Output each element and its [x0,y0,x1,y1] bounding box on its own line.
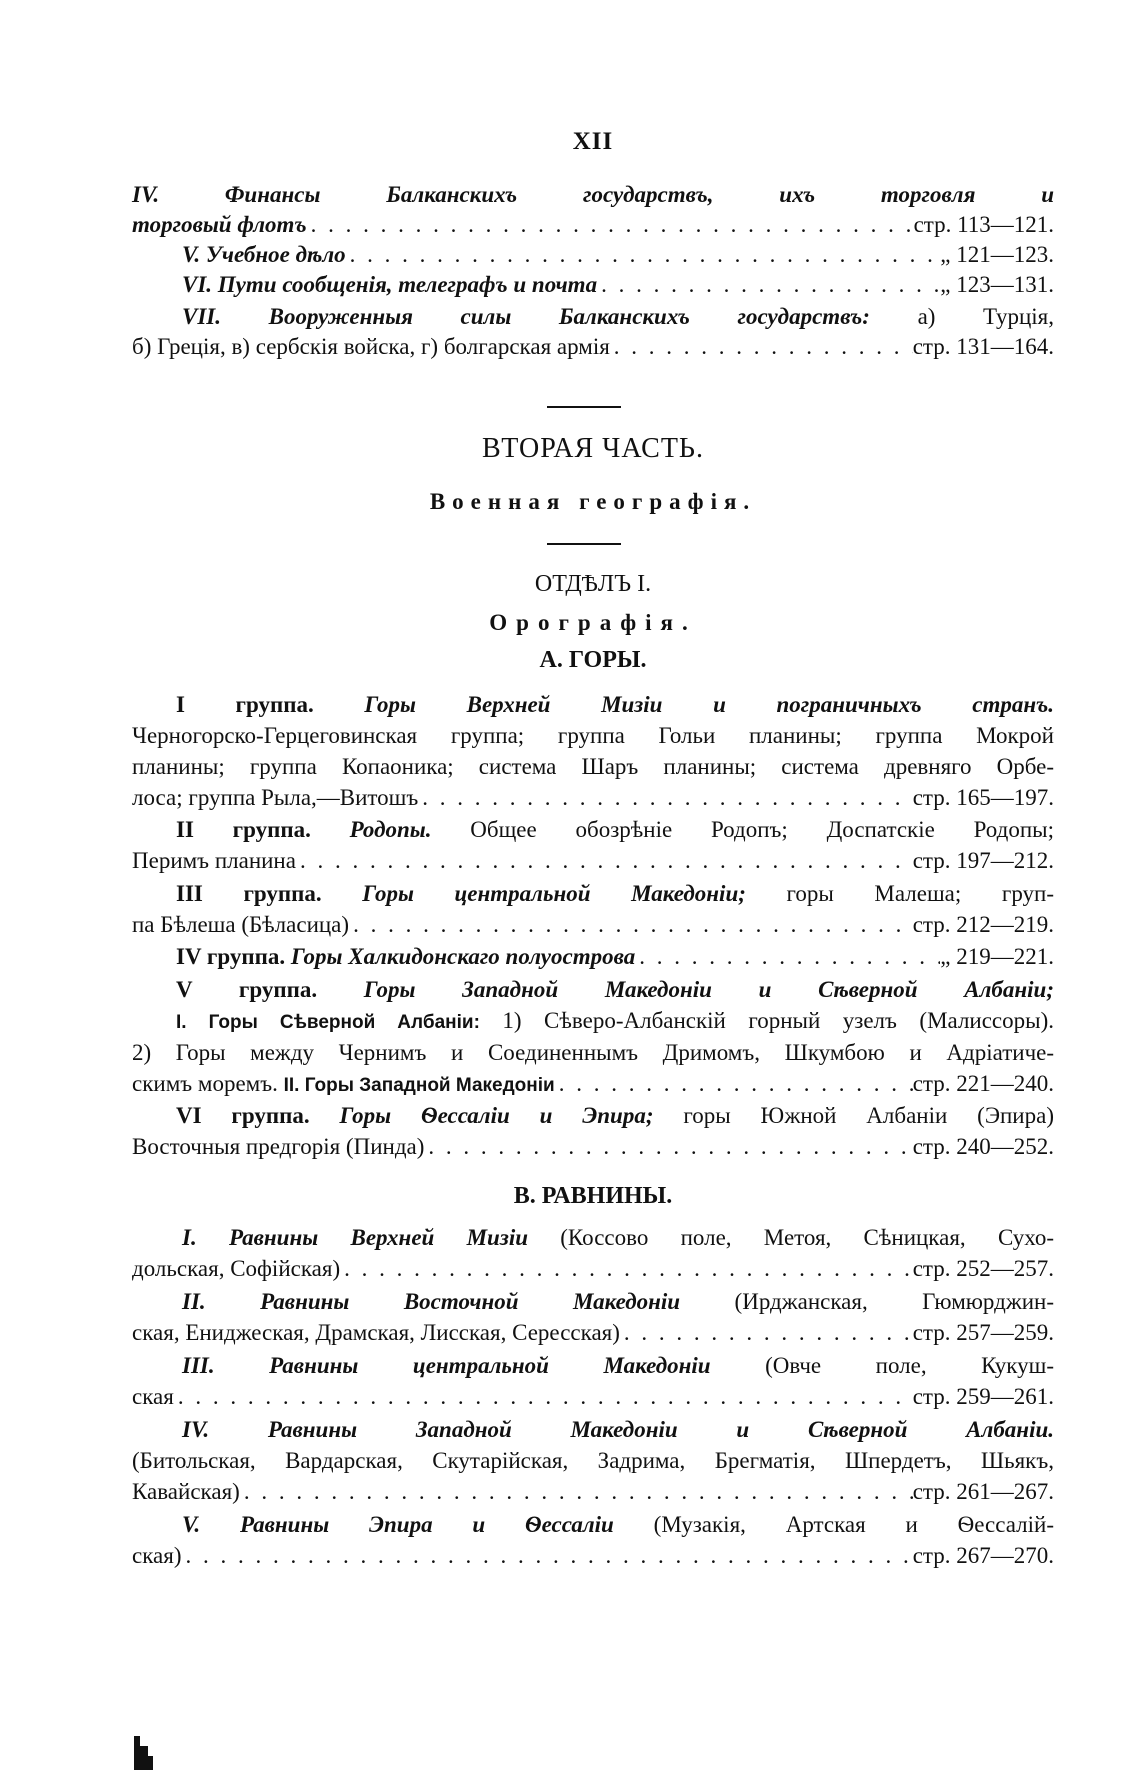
section-b-heading: В. РАВНИНЫ. [513,1183,673,1209]
toc-entry-text [132,783,418,813]
toc-text-part: (Музакія, Артская и Ѳессалій- [613,1512,1054,1537]
toc-entry-text [176,1008,1054,1033]
toc-text-part: горы Малеша; груп- [745,881,1054,906]
toc-line [132,1318,1054,1348]
toc-text-part: планины; группа Копаоника; система Шаръ планины; система древняго Орбе- [132,754,1054,779]
toc-text-part: Перимъ планина [132,848,296,873]
toc-text-part: Кавайская) [132,1479,240,1504]
toc-text-part: II. Горы Западной Македоніи [283,1075,555,1096]
toc-entry-text [132,1069,555,1101]
toc-text-part: III. Равнины центральной Македоніи [182,1353,711,1378]
toc-line [132,879,1054,909]
toc-text-part: лоса; группа Рыла,—Витошъ [132,785,419,810]
page-range: „ 123—131. [940,272,1054,297]
toc-entry-text [132,1477,240,1507]
toc-line [132,210,1054,240]
dot-leader [340,1254,913,1284]
toc-line [132,1477,1054,1507]
toc-entry-text [132,182,1054,207]
scan-mark-icon [132,1722,154,1772]
toc-entry-text [132,754,1054,779]
toc-line [132,332,1054,362]
page-range: стр. 131—164. [912,334,1054,359]
toc-line [132,180,1054,210]
toc-text-part: II группа. [176,817,350,842]
toc-text-part: Горы Халкидонскаго полуострова [290,944,636,969]
toc-entry-text [132,1541,181,1571]
toc-entry-text [132,210,307,240]
toc-text-part: а) Турція, [869,304,1054,329]
toc-entry-text [132,1448,1054,1473]
toc-text-part: Горы Западной Македоніи и Сѣверной Албаніи; [363,977,1054,1002]
toc-line [132,752,1054,782]
toc-text-part: Родопы. [349,817,432,842]
page-range: „ 121—123. [940,242,1054,267]
dot-leader [597,270,940,300]
toc-text-part: V. Учебное дѣло [182,242,346,267]
toc-text-part: ская) [132,1543,182,1568]
toc-line [132,1006,1054,1038]
toc-text-part: Черногорско-Герцеговинская группа; группа Гольи планины; группа Мокрой [132,723,1054,748]
toc-entry-text [132,1318,620,1348]
dot-leader [635,942,940,972]
toc-text-part: I группа. [176,692,365,717]
toc-line [132,975,1054,1005]
department-subtitle: Орографія. [489,610,697,635]
toc-entry-text [176,977,1054,1002]
toc-line [132,1069,1054,1101]
toc-line [132,1038,1054,1068]
divider-rule [547,543,621,545]
toc-entry-text [132,1382,174,1412]
dot-leader [418,783,912,813]
toc-line [132,240,1054,270]
toc-entry-text [132,1254,340,1284]
dot-leader [424,1132,912,1162]
divider-rule [547,406,621,408]
toc-entry-text [176,692,1054,717]
page-range: стр. 165—197. [912,785,1054,810]
toc-text-part: па Бѣлеша (Бѣласица) [132,912,350,937]
toc-text-part: V. Равнины Эпира и Ѳессаліи [182,1512,614,1537]
toc-entry-text [176,942,635,972]
page-range: стр. 252—257. [912,1256,1054,1281]
dot-leader [620,1318,913,1348]
toc-text-part: IV. Финансы Балканскихъ государствъ, ихъ торговля и [132,182,1054,207]
dot-leader [296,846,913,876]
toc-entry-text [182,1417,1054,1442]
toc-line [132,1101,1054,1131]
part-subtitle: Военная географія. [429,489,757,514]
page-range: „ 219—221. [940,944,1054,969]
dot-leader [346,240,941,270]
toc-line [132,942,1054,972]
dot-leader [181,1541,912,1571]
dot-leader [174,1382,913,1412]
toc-entry-text [176,1103,1054,1128]
toc-text-part: IV группа. [176,944,291,969]
toc-entry-text [132,1040,1054,1065]
toc-text-part: V группа. [176,977,364,1002]
toc-line [132,815,1054,845]
toc-text-part: 2) Горы между Чернимъ и Соединеннымъ Дримомъ, Шкумбою и Адріатиче- [132,1040,1054,1065]
toc-entry-text [182,240,346,270]
toc-entry-text [182,1289,1054,1314]
toc-line [132,1287,1054,1317]
toc-entry-text [132,332,610,362]
page-range: стр. 212—219. [912,912,1054,937]
toc-text-part: скимъ моремъ. [132,1071,284,1096]
toc-text-part: Общее обозрѣніе Родопъ; Доспатскіе Родопы; [431,817,1054,842]
dot-leader [349,910,913,940]
toc-text-part: 1) Сѣверо-Албанскій горный узелъ (Малиссоры). [479,1008,1055,1033]
toc-text-part: VII. Вооруженныя силы Балканскихъ государствъ: [182,304,870,329]
toc-entry-text [132,1132,424,1162]
toc-text-part: I. Равнины Верхней Мизіи [182,1225,528,1250]
toc-entry-text [182,1225,1054,1250]
toc-line [132,1446,1054,1476]
toc-text-part: торговый флотъ [132,212,307,237]
toc-text-part: III группа. [176,881,363,906]
toc-entry-text [132,910,349,940]
toc-line [132,690,1054,720]
toc-text-part: VI. Пути сообщенія, телеграфъ и почта [182,272,598,297]
toc-entry-text [132,723,1054,748]
page-range: стр. 261—267. [912,1479,1054,1504]
page-range: стр. 257—259. [912,1320,1054,1345]
toc-text-part: Восточныя предгорія (Пинда) [132,1134,425,1159]
part-title: ВТОРАЯ ЧАСТЬ. [481,433,705,464]
toc-line [132,1415,1054,1445]
toc-text-part: IV. Равнины Западной Македоніи и Сѣверной Албаніи. [182,1417,1054,1442]
toc-text-part: II. Равнины Восточной Македоніи [182,1289,681,1314]
toc-line [132,1254,1054,1284]
toc-text-part: дольская, Софійская) [132,1256,341,1281]
page-range: стр. 267—270. [912,1543,1054,1568]
toc-text-part: Горы центральной Македоніи; [362,881,746,906]
page-number: XII [572,128,614,155]
toc-text-part: (Овче поле, Кукуш- [710,1353,1054,1378]
dot-leader [610,332,913,362]
toc-text-part: VI группа. [176,1103,340,1128]
toc-line [132,783,1054,813]
toc-line [132,270,1054,300]
toc-text-part: (Коссово поле, Метоя, Сѣницкая, Сухо- [528,1225,1054,1250]
toc-text-part: Горы Ѳессаліи и Эпира; [339,1103,654,1128]
page-range: стр. 259—261. [912,1384,1054,1409]
toc-line [132,1223,1054,1253]
toc-entry-text [176,817,1054,842]
toc-line [132,721,1054,751]
toc-line [132,1541,1054,1571]
dot-leader [240,1477,913,1507]
toc-line [132,1351,1054,1381]
toc-line [132,1510,1054,1540]
toc-line [132,910,1054,940]
toc-line [132,846,1054,876]
toc-text-part: горы Южной Албаніи (Эпира) [653,1103,1054,1128]
section-a-heading: А. ГОРЫ. [539,647,647,673]
toc-text-part: ская, Ениджеская, Драмская, Лисская, Сересская) [132,1320,620,1345]
toc-text-part: I. Горы Сѣверной Албаніи: [176,1012,480,1033]
dot-leader [555,1069,913,1099]
toc-entry-text [176,881,1054,906]
page-range: стр. 197—212. [912,848,1054,873]
toc-text-part: б) Греція, в) сербскія войска, г) болгарская армія [132,334,610,359]
toc-entry-text [132,846,296,876]
toc-text-part: (Битольская, Вардарская, Скутарійская, Задрима, Брегматія, Шпердетъ, Шьякъ, [132,1448,1054,1473]
toc-line [132,302,1054,332]
toc-text-part: ская [132,1384,174,1409]
toc-line [132,1382,1054,1412]
toc-entry-text [182,304,1054,329]
page-range: стр. 113—121. [913,212,1054,237]
department-title: ОТДѢЛЪ I. [534,571,652,597]
toc-entry-text [182,270,597,300]
page-range: стр. 240—252. [912,1134,1054,1159]
toc-entry-text [182,1512,1054,1537]
toc-text-part: Горы Верхней Мизіи и пограничныхъ странъ. [364,692,1054,717]
toc-line [132,1132,1054,1162]
page-range: стр. 221—240. [912,1071,1054,1096]
toc-text-part: (Ирджанская, Гюмюрджин- [680,1289,1054,1314]
toc-entry-text [182,1353,1054,1378]
dot-leader [307,210,914,240]
